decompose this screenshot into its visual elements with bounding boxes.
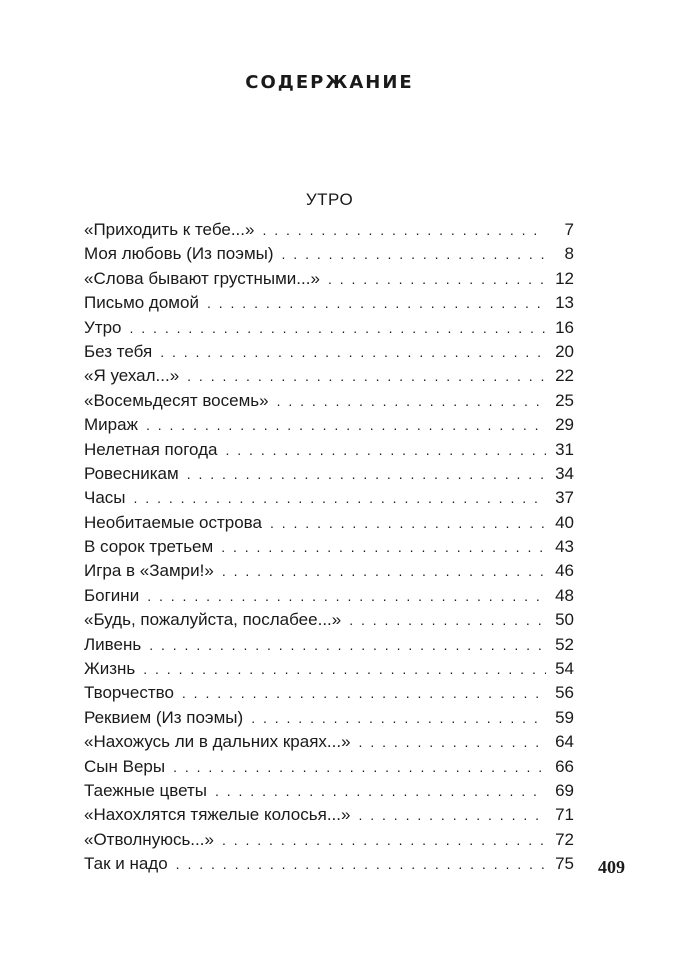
toc-entry-page: 7	[564, 220, 574, 239]
toc-entry[interactable]	[84, 364, 574, 388]
toc-entry-title: «Нахожусь ли в дальних краях...»	[84, 732, 351, 752]
toc-entry-title: Утро	[84, 317, 122, 337]
toc-entry[interactable]	[84, 438, 574, 462]
dot-leader	[222, 559, 546, 583]
toc-entry-title: Мираж	[84, 415, 138, 435]
toc-entry-title: «Будь, пожалуйста, послабее...»	[84, 610, 342, 630]
toc-entry[interactable]	[84, 486, 574, 510]
toc-entry-title: Моя любовь (Из поэмы)	[84, 244, 274, 264]
toc-entry-title: Жизнь	[84, 659, 136, 679]
toc-entry[interactable]	[84, 633, 574, 657]
toc-entry[interactable]	[84, 852, 574, 876]
toc-entry-page: 46	[555, 561, 574, 581]
toc-entry[interactable]	[84, 706, 574, 730]
toc-entry-title: Игра в «Замри!»	[84, 561, 214, 581]
toc-entry-title: «Слова бывают грустными...»	[84, 268, 320, 288]
toc-entry[interactable]	[84, 316, 574, 340]
toc-entry-page: 16	[555, 317, 574, 337]
dot-leader	[215, 779, 546, 803]
dot-leader	[262, 218, 546, 242]
dot-leader	[149, 633, 546, 657]
toc-entry-title: Без тебя	[84, 341, 153, 361]
dot-leader	[134, 486, 546, 510]
toc-entry-title: В сорок третьем	[84, 537, 214, 557]
toc-entry-page: 59	[555, 707, 574, 727]
toc-entry-title: «Я уехал...»	[84, 366, 180, 386]
toc-entry-page: 25	[555, 390, 574, 410]
toc-entry-title: «Нахохлятся тяжелые колосья...»	[84, 805, 351, 825]
toc-entry[interactable]	[84, 291, 574, 315]
dot-leader	[358, 803, 546, 827]
toc-entry-title: Ровесникам	[84, 463, 179, 483]
dot-leader	[176, 852, 546, 876]
toc-entry-page: 34	[555, 463, 574, 483]
dot-leader	[270, 511, 546, 535]
toc-entry[interactable]	[84, 559, 574, 583]
dot-leader	[160, 340, 546, 364]
dot-leader	[207, 291, 546, 315]
dot-leader	[349, 608, 546, 632]
toc-entry-title: Ливень	[84, 634, 142, 654]
toc-entry-title: «Отволнуюсь...»	[84, 829, 214, 849]
toc-entry-page: 13	[555, 293, 574, 313]
toc-entry-page: 40	[555, 512, 574, 532]
dot-leader	[359, 730, 546, 754]
toc-entry-title: Таежные цветы	[84, 780, 207, 800]
table-of-contents	[84, 218, 574, 877]
toc-entry[interactable]	[84, 267, 574, 291]
toc-entry-page: 43	[555, 537, 574, 557]
toc-entry-page: 22	[555, 366, 574, 386]
toc-entry-page: 12	[555, 268, 574, 288]
toc-entry-page: 52	[555, 634, 574, 654]
toc-entry-title: «Приходить к тебе...»	[84, 220, 255, 239]
dot-leader	[147, 584, 546, 608]
toc-entry-title: «Восемьдесят восемь»	[84, 390, 269, 410]
toc-entry[interactable]	[84, 657, 574, 681]
toc-entry[interactable]	[84, 511, 574, 535]
toc-entry-page: 64	[555, 732, 574, 752]
toc-entry-page: 8	[564, 244, 574, 264]
dot-leader	[182, 681, 546, 705]
toc-entry[interactable]	[84, 803, 574, 827]
toc-entry-page: 54	[555, 659, 574, 679]
toc-entry[interactable]	[84, 218, 574, 242]
dot-leader	[251, 706, 546, 730]
toc-entry[interactable]	[84, 535, 574, 559]
dot-leader	[143, 657, 546, 681]
dot-leader	[130, 316, 547, 340]
toc-entry-page: 69	[555, 780, 574, 800]
toc-entry-page: 37	[555, 488, 574, 508]
toc-entry[interactable]	[84, 584, 574, 608]
toc-entry-page: 20	[555, 341, 574, 361]
toc-entry-page: 50	[555, 610, 574, 630]
toc-entry-page: 56	[555, 683, 574, 703]
toc-entry-title: Нелетная погода	[84, 439, 218, 459]
toc-entry[interactable]	[84, 730, 574, 754]
toc-entry-title: Письмо домой	[84, 293, 199, 313]
dot-leader	[222, 828, 546, 852]
toc-entry[interactable]	[84, 462, 574, 486]
dot-leader	[225, 438, 546, 462]
dot-leader	[282, 242, 546, 266]
toc-entry[interactable]	[84, 242, 574, 266]
toc-entry[interactable]	[84, 681, 574, 705]
toc-entry-page: 72	[555, 829, 574, 849]
toc-entry-page: 29	[555, 415, 574, 435]
dot-leader	[173, 755, 546, 779]
toc-entry-page: 31	[555, 439, 574, 459]
dot-leader	[187, 364, 546, 388]
dot-leader	[187, 462, 546, 486]
toc-entry-title: Так и надо	[84, 854, 168, 874]
page-number: 409	[598, 857, 625, 877]
toc-entry[interactable]	[84, 779, 574, 803]
toc-entry-title: Богини	[84, 585, 140, 605]
toc-entry-title: Часы	[84, 488, 126, 508]
page-title: СОДЕРЖАНИЕ	[245, 72, 414, 93]
toc-entry[interactable]	[84, 828, 574, 852]
toc-entry-title: Сын Веры	[84, 756, 166, 776]
dot-leader	[221, 535, 546, 559]
section-title: УТРО	[305, 190, 354, 209]
toc-entry-title: Реквием (Из поэмы)	[84, 707, 244, 727]
toc-entry-title: Творчество	[84, 683, 174, 703]
toc-entry-page: 48	[555, 585, 574, 605]
toc-entry[interactable]	[84, 413, 574, 437]
toc-entry[interactable]	[84, 608, 574, 632]
toc-entry-page: 75	[555, 854, 574, 874]
toc-entry[interactable]	[84, 340, 574, 364]
toc-entry[interactable]	[84, 755, 574, 779]
dot-leader	[328, 267, 546, 291]
dot-leader	[277, 389, 546, 413]
toc-entry-page: 66	[555, 756, 574, 776]
dot-leader	[146, 413, 546, 437]
toc-entry-page: 71	[555, 805, 574, 825]
toc-entry[interactable]	[84, 389, 574, 413]
toc-entry-title: Необитаемые острова	[84, 512, 262, 532]
